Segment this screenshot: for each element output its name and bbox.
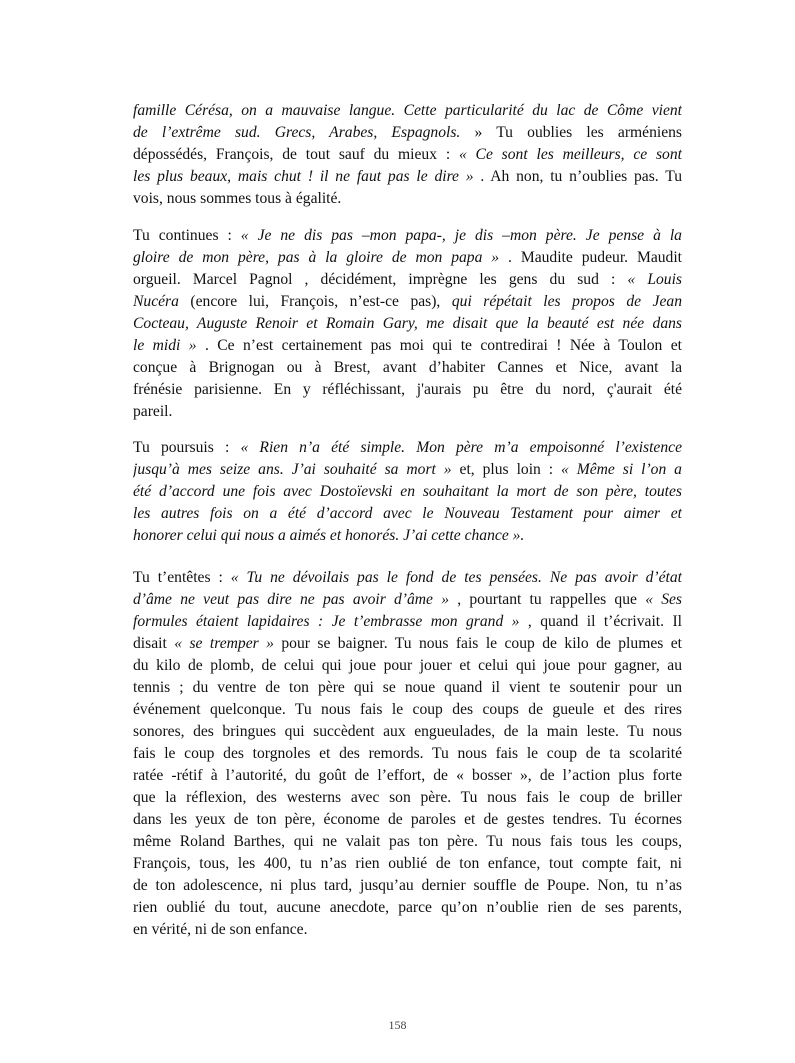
page-number: 158 (388, 1018, 407, 1032)
paragraph (133, 437, 682, 547)
body-text: Tu continues : (133, 227, 241, 244)
text-line (133, 655, 682, 677)
body-text: dépossédés, François, de tout sauf du mieux : (133, 146, 459, 163)
text-line (133, 809, 682, 831)
italic-quote-text: famille Cérésa, on a mauvaise langue. Cette particularité du lac de Côme vient (133, 102, 682, 119)
italic-quote-text: jusqu’à mes seize ans. J’ai souhaité sa mort » (133, 461, 452, 478)
body-text: et, plus loin : (451, 461, 562, 478)
text-line (133, 853, 682, 875)
paragraph (133, 225, 682, 423)
body-text: (encore lui, François, n’est-ce pas), (178, 293, 452, 310)
text-line (133, 589, 682, 611)
paragraph (133, 100, 682, 210)
body-text: pareil. (133, 403, 173, 420)
body-text: ratée -rétif à l’autorité, du goût de l’effort, de « bosser », de l’action plus forte (133, 767, 682, 784)
text-line (133, 144, 682, 166)
body-text: événement quelconque. Tu nous fais le coup des coups de gueule et des rires (133, 701, 682, 718)
italic-quote-text: qui répétait les propos de Jean (451, 293, 682, 310)
body-text: . Maudite pudeur. Maudit (499, 249, 682, 266)
italic-quote-text: les autres fois on a été d’accord avec le Nouveau Testament pour aimer et (133, 505, 682, 522)
italic-quote-text: « Ce sont les meilleurs, ce sont (458, 146, 682, 163)
text-line (133, 188, 682, 210)
italic-quote-text: « Même si l’on a (561, 461, 682, 478)
italic-quote-text: « Rien n’a été simple. Mon père m’a empoisonné l’existence (240, 439, 682, 456)
body-text: même Roland Barthes, qui ne valait pas ton père. Tu nous fais tous les coups, (133, 833, 682, 850)
italic-quote-text: Cocteau, Auguste Renoir et Romain Gary, me disait que la beauté est née dans (133, 315, 682, 332)
text-line (133, 247, 682, 269)
text-line (133, 459, 682, 481)
text-line (133, 122, 682, 144)
text-line (133, 525, 682, 547)
body-text: » Tu oublies les arméniens (460, 124, 682, 141)
text-line (133, 503, 682, 525)
text-line (133, 269, 682, 291)
text-line (133, 787, 682, 809)
body-text: que la réflexion, des westerns avec son père. Tu nous fais le coup de briller (133, 789, 682, 806)
body-text: . Ce n’est certainement pas moi qui te contredirai ! Née à Toulon et (196, 337, 682, 354)
paragraph (133, 567, 682, 941)
body-text: dans les yeux de ton père, économe de paroles et de gestes tendres. Tu écornes (133, 811, 682, 828)
body-text: conçue à Brignogan ou à Brest, avant d’habiter Cannes et Nice, avant la (133, 359, 682, 376)
text-line (133, 225, 682, 247)
body-text: , quand il t’écrivait. Il (519, 613, 682, 630)
italic-quote-text: d’âme ne veut pas dire ne pas avoir d’âme » (133, 591, 449, 608)
italic-quote-text: « Je ne dis pas –mon papa-, je dis –mon père. Je pense à la (240, 227, 682, 244)
text-line (133, 721, 682, 743)
text-line (133, 897, 682, 919)
body-text: François, tous, les 400, tu n’as rien oublié de ton enfance, tout compte fait, ni (133, 855, 682, 872)
body-text: en vérité, ni de son enfance. (133, 921, 308, 938)
italic-quote-text: Nucéra (133, 293, 179, 310)
body-text: disait (133, 635, 175, 652)
text-line (133, 335, 682, 357)
italic-quote-text: gloire de mon père, pas à la gloire de mon papa » (133, 249, 500, 266)
text-line (133, 357, 682, 379)
text-line (133, 379, 682, 401)
text-line (133, 831, 682, 853)
text-line (133, 166, 682, 188)
text-line (133, 743, 682, 765)
italic-quote-text: été d’accord une fois avec Dostoïevski en souhaitant la mort de son père, toutes (133, 483, 682, 500)
body-text: sonores, des bringues qui succèdent aux engueulades, de la main leste. Tu nous (133, 723, 682, 740)
italic-quote-text: « Tu ne dévoilais pas le fond de tes pensées. Ne pas avoir d’état (230, 569, 682, 586)
text-line (133, 291, 682, 313)
body-text: rien oublié du tout, aucune anecdote, parce qu’on n’oublie rien de ses parents, (133, 899, 682, 916)
body-text: Tu poursuis : (133, 439, 241, 456)
italic-quote-text: « Ses (645, 591, 682, 608)
text-line (133, 481, 682, 503)
text-line (133, 437, 682, 459)
text-line (133, 567, 682, 589)
text-line (133, 677, 682, 699)
italic-quote-text: « se tremper » (174, 635, 274, 652)
body-text: frénésie parisienne. En y réfléchissant, j'aurais pu être du nord, ç'aurait été (133, 381, 682, 398)
italic-quote-text: le midi » (133, 337, 197, 354)
italic-quote-text: de l’extrême sud. Grecs, Arabes, Espagnols. (133, 124, 461, 141)
italic-quote-text: honorer celui qui nous a aimés et honorés. J’ai cette chance ». (133, 527, 525, 544)
body-text: pour se baigner. Tu nous fais le coup de kilo de plumes et (273, 635, 682, 652)
body-text: tennis ; du ventre de ton père qui se noue quand il vient te soutenir pour un (133, 679, 682, 696)
text-line (133, 100, 682, 122)
body-text: Tu t’entêtes : (133, 569, 231, 586)
body-text: fais le coup des torgnoles et des remords. Tu nous fais le coup de ta scolarité (133, 745, 682, 762)
text-line (133, 401, 682, 423)
italic-quote-text: les plus beaux, mais chut ! il ne faut pas le dire » (133, 168, 474, 185)
text-line (133, 633, 682, 655)
text-line (133, 313, 682, 335)
text-line (133, 875, 682, 897)
body-text: du kilo de plomb, de celui qui joue pour jouer et celui qui joue pour gagner, au (133, 657, 682, 674)
body-text: vois, nous sommes tous à égalité. (133, 190, 342, 207)
text-line (133, 919, 682, 941)
body-text: orgueil. Marcel Pagnol , décidément, imprègne les gens du sud : (133, 271, 628, 288)
text-line (133, 611, 682, 633)
italic-quote-text: formules étaient lapidaires : Je t’embrasse mon grand » (133, 613, 520, 630)
body-text: , pourtant tu rappelles que (449, 591, 646, 608)
body-text: de ton adolescence, ni plus tard, jusqu’au dernier souffle de Poupe. Non, tu n’as (133, 877, 682, 894)
body-text: . Ah non, tu n’oublies pas. Tu (473, 168, 682, 185)
text-line (133, 699, 682, 721)
italic-quote-text: « Louis (627, 271, 682, 288)
text-line (133, 765, 682, 787)
